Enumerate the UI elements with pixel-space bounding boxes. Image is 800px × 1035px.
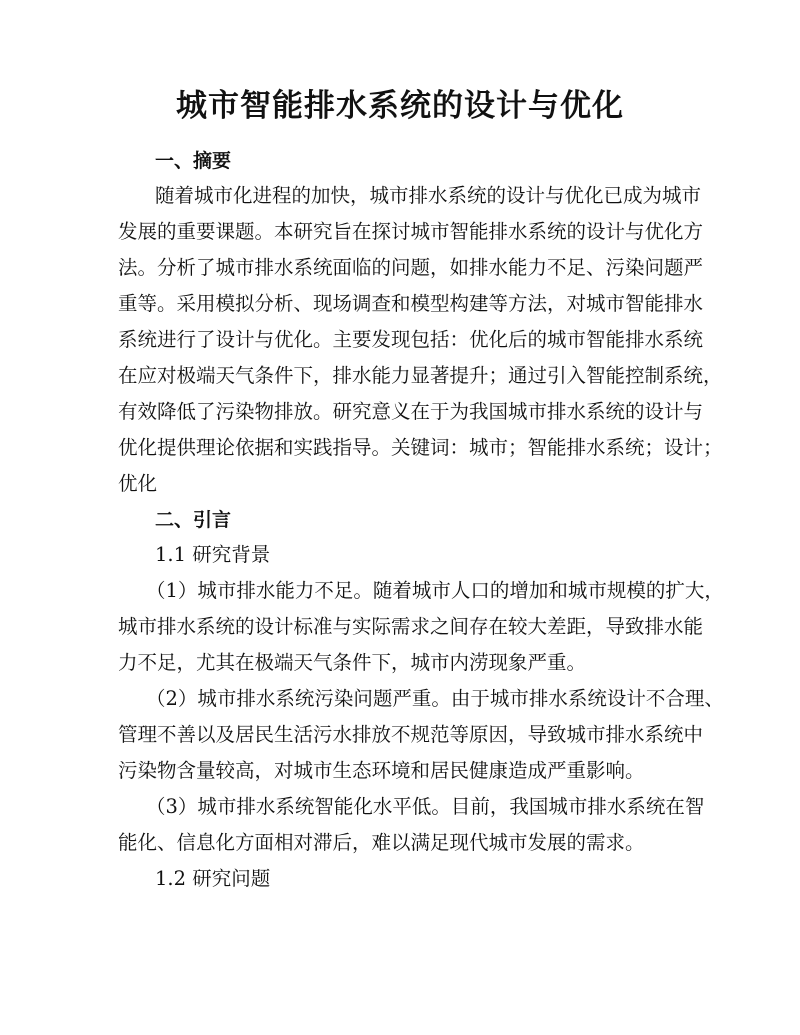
paragraph-line: （3）城市排水系统智能化水平低。目前，我国城市排水系统在智: [146, 795, 705, 818]
abstract-line: 随着城市化进程的加快，城市排水系统的设计与优化已成为城市: [155, 184, 702, 207]
abstract-line: 在应对极端天气条件下，排水能力显著提升；通过引入智能控制系统，: [118, 364, 723, 387]
abstract-line: 重等。采用模拟分析、现场调查和模型构建等方法，对城市智能排水: [118, 292, 704, 315]
abstract-line: 发展的重要课题。本研究旨在探讨城市智能排水系统的设计与优化方: [118, 220, 704, 243]
paragraph-line: 能化、信息化方面相对滞后，难以满足现代城市发展的需求。: [118, 831, 645, 854]
paragraph-line: 污染物含量较高，对城市生态环境和居民健康造成严重影响。: [118, 759, 645, 782]
paragraph-line: （2）城市排水系统污染问题严重。由于城市排水系统设计不合理、: [146, 687, 724, 710]
paragraph-line: （1）城市排水能力不足。随着城市人口的增加和城市规模的扩大，: [146, 579, 724, 602]
paragraph-line: 城市排水系统的设计标准与实际需求之间存在较大差距，导致排水能: [118, 615, 704, 638]
section-heading-abstract: 一、摘要: [155, 150, 232, 172]
abstract-line: 有效降低了污染物排放。研究意义在于为我国城市排水系统的设计与: [118, 400, 704, 423]
paragraph-line: 力不足，尤其在极端天气条件下，城市内涝现象严重。: [118, 651, 587, 674]
subsection-heading-background: 1.1 研究背景: [155, 543, 271, 566]
document-title: 城市智能排水系统的设计与优化: [176, 88, 624, 124]
subsection-heading-research-questions: 1.2 研究问题: [155, 867, 271, 890]
abstract-line: 系统进行了设计与优化。主要发现包括：优化后的城市智能排水系统: [118, 328, 704, 351]
section-heading-introduction: 二、引言: [155, 509, 232, 531]
abstract-line: 法。分析了城市排水系统面临的问题，如排水能力不足、污染问题严: [118, 256, 704, 279]
abstract-line: 优化提供理论依据和实践指导。关键词：城市；智能排水系统；设计；: [118, 436, 723, 459]
paragraph-line: 管理不善以及居民生活污水排放不规范等原因，导致城市排水系统中: [118, 723, 704, 746]
abstract-line: 优化: [118, 472, 158, 495]
